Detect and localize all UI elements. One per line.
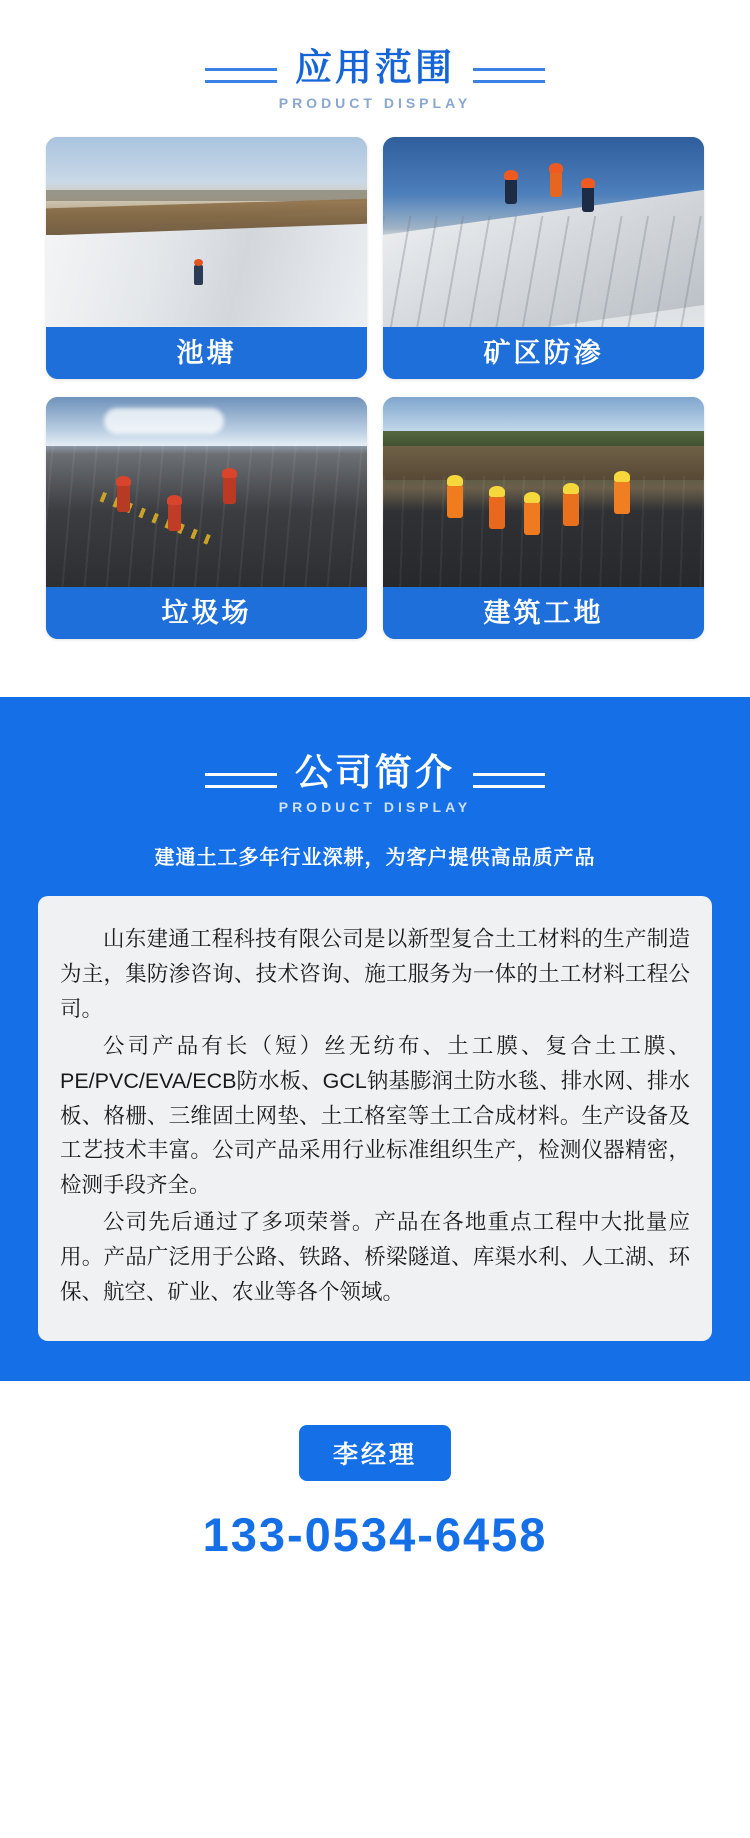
worker-figure [524,501,540,535]
application-card-pond[interactable] [46,137,367,379]
company-profile-section [0,697,750,1382]
worker-figure [194,265,203,285]
membrane-surface [383,476,704,586]
page-subtitle: PRODUCT DISPLAY [278,94,472,111]
dirt-ground [383,446,704,480]
application-card-caption: 垃圾场 [46,587,367,639]
application-scope-header [0,48,750,111]
worker-figure [223,476,236,504]
application-card-caption: 池塘 [46,327,367,379]
mine-slope-workers-photo [383,137,704,327]
worker-figure [489,495,505,529]
application-card-landfill[interactable] [46,397,367,639]
membrane-slope [46,442,367,586]
application-card-grid [0,137,750,639]
section-subtitle: PRODUCT DISPLAY [278,799,472,816]
membrane-seams [383,216,704,326]
worker-figure [614,480,630,514]
contact-section [0,1381,750,1622]
company-paragraph: 公司产品有长（短）丝无纺布、土工膜、复合土工膜、PE/PVC/EVA/ECB防水板、GCL钠基膨润土防水毯、排水网、排水板、格栅、三维固土网垫、土工格室等土工合成材料。生产设备及工艺技术丰富。公司产品采用行业标准组织生产，检测仪器精密，检测手段齐全。 [60,1033,690,1198]
cloud-shape [104,408,224,434]
worker-figure [447,484,463,518]
worker-figure [168,503,181,531]
application-card-construction[interactable] [383,397,704,639]
application-card-mine[interactable] [383,137,704,379]
horizon-structures [46,190,367,201]
page-title: 应用范围 [295,47,455,88]
company-paragraph: 山东建通工程科技有限公司是以新型复合土工材料的生产制造为主，集防渗咨询、技术咨询、施工服务为一体的土工材料工程公司。 [60,927,690,1022]
company-paragraph: 公司先后通过了多项荣誉。产品在各地重点工程中大批量应用。产品广泛用于公路、铁路、桥梁隧道、库渠水利、人工湖、环保、航空、矿业、农业等各个领域。 [60,1210,690,1304]
landfill-black-membrane-photo [46,397,367,587]
worker-figure [505,178,517,204]
company-tagline: 建通土工多年行业深耕，为客户提供高品质产品 [154,847,596,870]
company-description-panel [38,896,712,1341]
application-card-caption: 建筑工地 [383,587,704,639]
worker-figure [550,171,562,197]
contact-person-badge[interactable]: 李经理 [299,1425,451,1481]
pond-geomembrane-photo [46,137,367,327]
section-title: 公司简介 [295,751,455,793]
worker-figure [117,484,130,512]
contact-phone-number[interactable]: 133-0534-6458 [202,1508,548,1562]
application-scope-section [0,0,750,669]
application-card-caption: 矿区防渗 [383,327,704,379]
company-profile-header [0,753,750,816]
worker-figure [582,186,594,212]
construction-site-workers-photo [383,397,704,587]
worker-figure [563,492,579,526]
